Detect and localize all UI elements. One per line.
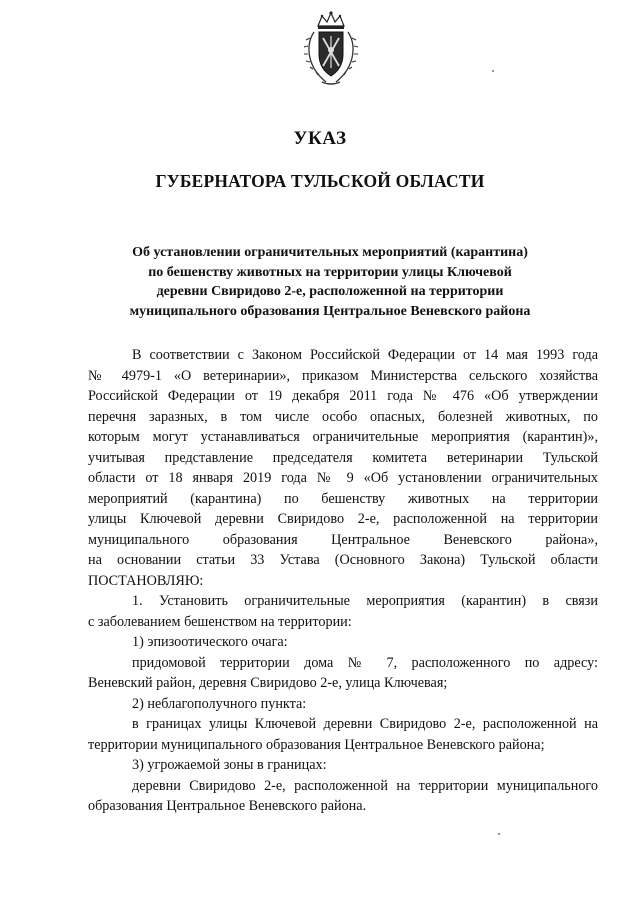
subject-line: деревни Свиридово 2-е, расположенной на территории: [156, 284, 504, 299]
text-line: улицы Ключевой деревни Свиридово 2-е, расположенной на территории: [88, 511, 598, 527]
text-line: перечня заразных, в том числе особо опасных, болезней животных, по: [88, 408, 598, 425]
scan-speck: [498, 833, 500, 835]
coat-of-arms-icon: [300, 10, 362, 88]
text-line: мероприятий (карантина) по бешенству животных на территории: [88, 490, 598, 507]
subject-line: муниципального образования Центральное Веневского района: [129, 303, 531, 319]
zone-label: 3) угрожаемой зоны в границах:: [132, 757, 327, 773]
zone-label: 2) неблагополучного пункта:: [132, 695, 307, 712]
text-line: деревни Свиридово 2-е, расположенной на территории муниципального: [132, 777, 598, 794]
zone-label: 1) эпизоотического очага:: [132, 634, 288, 650]
text-line: муниципального образования Центральное Веневского района»,: [88, 531, 598, 548]
text-line: ПОСТАНОВЛЯЮ:: [88, 572, 204, 589]
text-line: № 4979-1 «О ветеринарии», приказом Министерства сельского хозяйства: [88, 367, 598, 384]
text-line: Российской Федерации от 19 декабря 2011 года № 476 «Об утверждении: [88, 388, 598, 404]
text-line: территории муниципального образования Центральное Веневского района;: [88, 736, 545, 753]
text-line: придомовой территории дома № 7, расположенного по адресу:: [132, 654, 598, 671]
text-line: учитывая представление председателя комитета ветеринарии Тульской: [88, 449, 598, 466]
text-line: области от 18 января 2019 года № 9 «Об установлении ограничительных: [88, 470, 598, 486]
subject-line: Об установлении ограничительных мероприятий (карантина): [132, 245, 528, 260]
issuer-title: ГУБЕРНАТОРА ТУЛЬСКОЙ ОБЛАСТИ: [155, 171, 485, 191]
text-line: образования Центральное Веневского района.: [88, 798, 367, 814]
text-line: на основании статьи 33 Устава (Основного Закона) Тульской области: [88, 552, 598, 568]
text-line: в границах улицы Ключевой деревни Свиридово 2-е, расположенной на: [132, 716, 598, 732]
text-line: которым могут устанавливаться ограничительные мероприятия (карантин)»,: [88, 429, 598, 445]
text-line: 1. Установить ограничительные мероприятия (карантин) в связи: [132, 593, 598, 609]
scan-speck: [492, 70, 494, 72]
text-line: с заболеванием бешенством на территории:: [88, 613, 352, 630]
text-line: В соответствии с Законом Российской Федерации от 14 мая 1993 года: [132, 347, 598, 363]
document-type-title: УКАЗ: [293, 128, 347, 149]
text-line: Веневский район, деревня Свиридово 2-е, улица Ключевая;: [88, 675, 448, 691]
subject-line: по бешенству животных на территории улицы Ключевой: [148, 264, 512, 280]
document-subject: [80, 243, 580, 321]
document-body: [88, 345, 598, 817]
